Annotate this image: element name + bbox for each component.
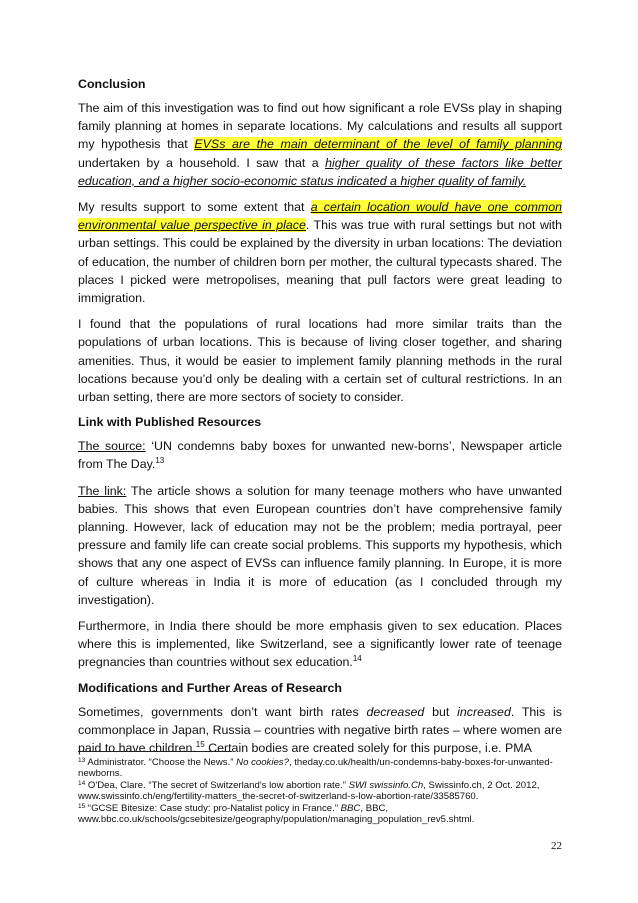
footnotes <box>78 757 562 825</box>
text-run: The article shows a solution for many teenage mothers who have unwanted babies. This shows that even European countries don’t have comprehensive family planning. However, lack of education may not be the problem; media portrayal, peer pressure and family life can create social problems. This supports my hypothesis, which shows that any one aspect of EVSs can influence family planning. In Europe, it is more of culture whereas in India it is more of education (as I concluded through my investigation). <box>78 483 563 607</box>
italic-text: increased <box>457 704 511 719</box>
text-run: . This is commonplace in Japan, Russia – countries with negative birth rates – where women are paid to have children. <box>78 704 562 756</box>
italic-text: No cookies? <box>236 757 289 768</box>
text-run: My results support to some extent that <box>78 200 311 215</box>
footnote-14 <box>78 780 562 803</box>
conclusion-paragraph-3: I found that the populations of rural locations had more similar traits than the populations of urban locations. This is because of living closer together, and sharing amenities. Thus, it would be easier to implement family planning methods in the rural locations because you’d only be dealing with a certain set of cultural restrictions. In an urban setting, there are more sectors of society to consider. <box>78 317 562 405</box>
underlined-text: higher quality of these factors like better education, and a higher socio-economic status indicated a higher quality of family. <box>78 155 562 188</box>
text-run: Furthermore, in India there should be more emphasis given to sex education. Places where this is implemented, like Switzerland, see a significantly lower rate of teenage pregnancies than countries without sex education. <box>78 619 562 670</box>
text-run: , theday.co.uk/health/un-condemns-baby-boxes-for-unwanted-newborns. <box>78 757 553 780</box>
modifications-heading: Modifications and Further Areas of Research <box>78 680 342 695</box>
text-run: undertaken by a household. I saw that a <box>78 155 326 170</box>
conclusion-paragraph-2 <box>78 198 562 307</box>
footnote-number: 13 <box>78 757 86 764</box>
footnote-ref: 15 <box>195 740 205 750</box>
link-paragraph <box>78 482 562 609</box>
text-run: but <box>424 704 458 719</box>
modifications-paragraph <box>78 703 562 758</box>
italic-text: BBC <box>340 802 361 814</box>
text-run: Certain bodies are created solely for this purpose, i.e. PMA <box>204 741 532 756</box>
source-paragraph <box>78 437 562 473</box>
highlighted-text: a certain location would have one common environmental value perspective in place <box>78 200 563 233</box>
main-content <box>78 76 562 765</box>
footnote-number: 15 <box>78 802 86 810</box>
footnote-ref: 13 <box>155 456 165 466</box>
footnote-ref: 14 <box>352 654 362 664</box>
source-label: The source: <box>78 439 146 454</box>
text-run: O'Dea, Clare. “The secret of Switzerland's low abortion rate.” <box>85 779 349 791</box>
text-run: . This was true with rural settings but not with urban settings. This could be explained by the diversity in urban locations: The deviation of education, the number of children born per mother, the cultural typecasts shared. The places I picked were metropolises, meaning that pull factors were great leading to immigration. <box>78 218 562 306</box>
text-run: ‘UN condemns baby boxes for unwanted new-borns’, Newspaper article from The Day. <box>78 439 562 472</box>
footnote-number: 14 <box>78 779 86 787</box>
text-run: , BBC, www.bbc.co.uk/schools/gcsebitesize/geography/population/managing_population_rev5.shtml. <box>78 802 475 826</box>
text-run: Administrator. “Choose the News.” <box>85 757 237 768</box>
link-label: The link: <box>78 483 127 498</box>
further-paragraph <box>78 617 562 672</box>
footnote-separator <box>78 751 232 752</box>
text-run: Sometimes, governments don’t want birth rates <box>78 704 367 719</box>
link-heading: Link with Published Resources <box>78 415 262 430</box>
conclusion-paragraph-1 <box>78 99 562 190</box>
page-number: 22 <box>551 840 562 852</box>
text-run: “GCSE Bitesize: Case study: pro-Natalist policy in France.” <box>85 802 341 814</box>
italic-text: SWI swissinfo.Ch <box>348 779 424 791</box>
highlighted-text: EVSs are the main determinant of the level of family planning <box>194 137 563 152</box>
footnote-15 <box>78 803 562 826</box>
italic-text: decreased <box>366 704 425 719</box>
conclusion-heading: Conclusion <box>78 77 146 91</box>
text-run: The aim of this investigation was to find out how significant a role EVSs play in shaping family planning at homes in separate locations. My calculations and results all support my hypothesis that <box>78 101 562 152</box>
footnote-13 <box>78 757 562 780</box>
text-run: , Swissinfo.ch, 2 Oct. 2012, www.swissinfo.ch/eng/fertility-matters_the-secret-of-switzerland-s-low-abortion-rate/33585760. <box>78 779 540 803</box>
